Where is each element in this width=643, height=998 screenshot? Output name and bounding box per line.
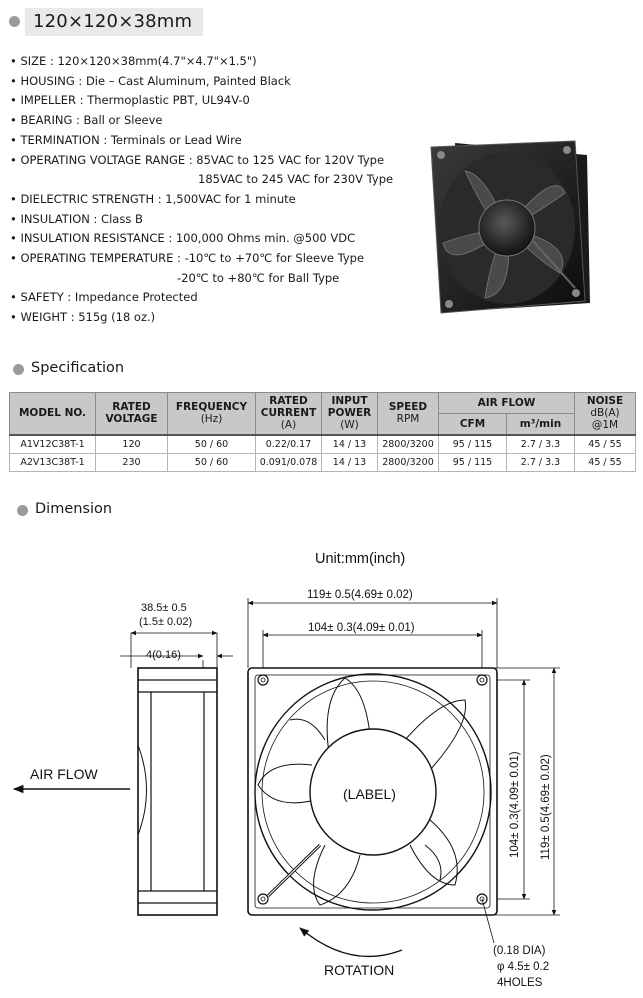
header-voltage: RATED VOLTAGE (96, 393, 168, 435)
dimension-drawing (0, 530, 643, 998)
feature-voltage-range-cont: 185VAC to 245 VAC for 230V Type (198, 172, 394, 187)
feature-safety: • SAFETY : Impedance Protected (10, 290, 198, 305)
cell-model: A2V13C38T-1 (10, 453, 96, 471)
vertical-overall-dim: 119± 0.5(4.69± 0.02) (540, 754, 552, 860)
cell-frequency: 50 / 60 (168, 453, 256, 471)
feature-termination: • TERMINATION : Terminals or Lead Wire (10, 132, 242, 147)
unit-label: Unit:mm(inch) (315, 551, 406, 567)
hole-pitch-dim: 104± 0.3(4.09± 0.01) (308, 622, 415, 634)
cell-frequency: 50 / 60 (168, 435, 256, 454)
fan-photo (425, 133, 593, 318)
overall-width-dim: 119± 0.5(4.69± 0.02) (307, 589, 413, 601)
feature-dielectric: • DIELECTRIC STRENGTH : 1,500VAC for 1 minute (10, 191, 296, 206)
cell-speed: 2800/3200 (378, 435, 439, 454)
header-noise: NOISE dB(A) @1M (575, 393, 636, 435)
table-row (10, 453, 636, 471)
header-airflow: AIR FLOW (439, 393, 575, 414)
feature-insulation: • INSULATION : Class B (10, 211, 143, 226)
vertical-pitch-dim: 104± 0.3(4.09± 0.01) (509, 751, 521, 858)
title-bullet-icon (9, 16, 20, 27)
side-view (120, 633, 233, 915)
side-depth-mm: 38.5± 0.5 (141, 602, 187, 614)
cell-model: A1V12C38T-1 (10, 435, 96, 454)
cell-noise: 45 / 55 (575, 453, 636, 471)
cell-speed: 2800/3200 (378, 453, 439, 471)
header-model: MODEL NO. (10, 393, 96, 435)
header-power: INPUT POWER (W) (322, 393, 378, 435)
dimension-title: Dimension (35, 501, 113, 517)
feature-list (10, 52, 393, 328)
hole-dia-mm: φ 4.5± 0.2 (497, 961, 550, 973)
feature-insulation-resistance: • INSULATION RESISTANCE : 100,000 Ohms min. @500 VDC (10, 231, 356, 246)
rotation-label: ROTATION (324, 962, 395, 978)
cell-voltage: 120 (96, 435, 168, 454)
cell-power: 14 / 13 (322, 435, 378, 454)
cell-m3: 2.7 / 3.3 (507, 435, 575, 454)
cell-power: 14 / 13 (322, 453, 378, 471)
rotation-arrow-icon (300, 928, 402, 956)
feature-housing: • HOUSING : Die – Cast Aluminum, Painted Black (10, 73, 291, 88)
feature-size: • SIZE : 120×120×38mm(4.7"×4.7"×1.5") (10, 54, 257, 68)
header-cfm: CFM (439, 414, 507, 435)
header-frequency: FREQUENCY (Hz) (168, 393, 256, 435)
feature-bearing: • BEARING : Ball or Sleeve (10, 113, 163, 128)
side-flange: 4(0.16) (146, 649, 181, 661)
cell-m3: 2.7 / 3.3 (507, 453, 575, 471)
header-m3: m³/min (507, 414, 575, 435)
side-depth-in: (1.5± 0.02) (139, 616, 193, 628)
header-speed: SPEED RPM (378, 393, 439, 435)
cell-cfm: 95 / 115 (439, 453, 507, 471)
cell-voltage: 230 (96, 453, 168, 471)
specification-bullet-icon (13, 364, 24, 375)
header-current: RATED CURRENT (A) (256, 393, 322, 435)
feature-voltage-range: • OPERATING VOLTAGE RANGE : 85VAC to 125 VAC for 120V Type (10, 152, 385, 167)
airflow-label: AIR FLOW (30, 766, 98, 782)
table-row (10, 435, 636, 454)
specification-title: Specification (31, 360, 125, 376)
hole-count: 4HOLES (497, 977, 543, 989)
feature-weight: • WEIGHT : 515g (18 oz.) (10, 310, 156, 325)
dimension-bullet-icon (17, 505, 28, 516)
cell-current: 0.091/0.078 (256, 453, 322, 471)
feature-temperature: • OPERATING TEMPERATURE : -10℃ to +70℃ for Sleeve Type (10, 251, 365, 266)
hub-label: (LABEL) (343, 786, 396, 802)
page-title: 120×120×38mm (25, 8, 203, 36)
cell-cfm: 95 / 115 (439, 435, 507, 454)
hole-dia-in: (0.18 DIA) (493, 945, 546, 957)
feature-temperature-cont: -20℃ to +80℃ for Ball Type (177, 270, 340, 285)
feature-impeller: • IMPELLER : Thermoplastic PBT, UL94V-0 (10, 93, 250, 108)
cell-noise: 45 / 55 (575, 435, 636, 454)
specification-table (9, 392, 636, 472)
cell-current: 0.22/0.17 (256, 435, 322, 454)
